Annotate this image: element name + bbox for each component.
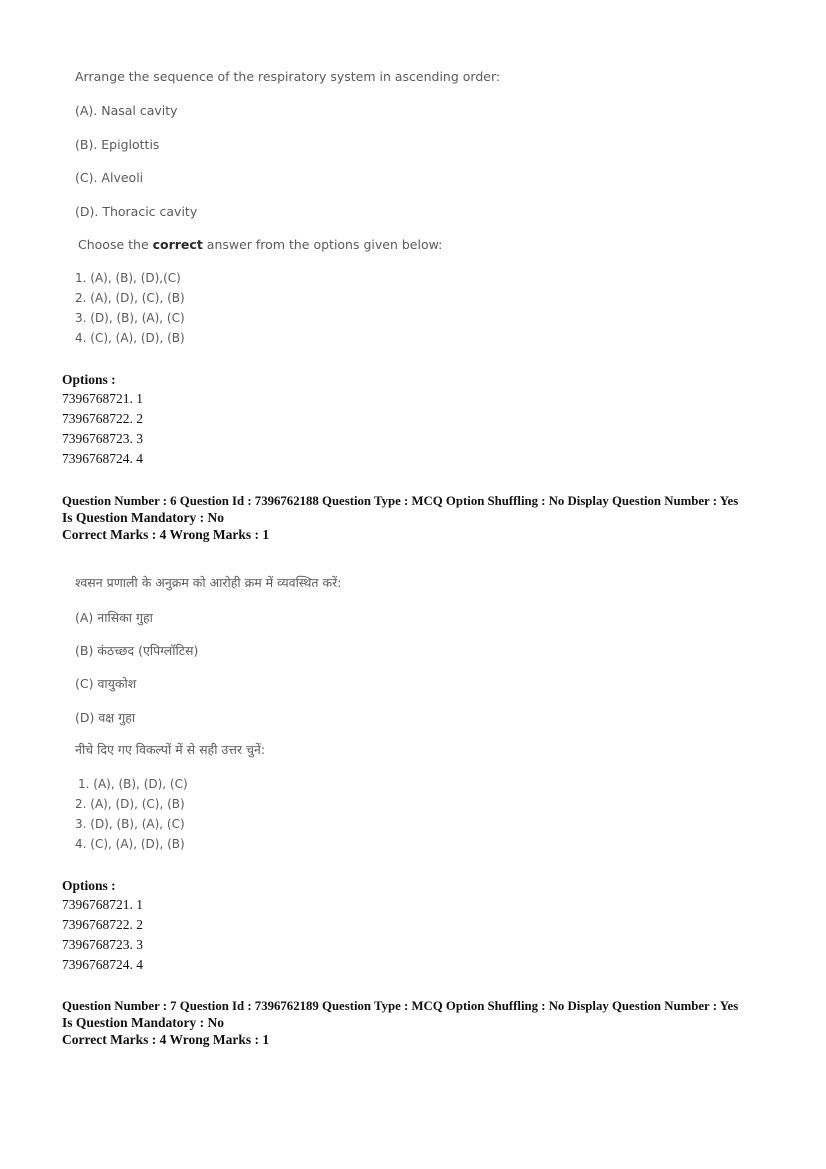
options-heading: Options : <box>62 372 116 387</box>
instruction-hindi: नीचे दिए गए विकल्पों में से सही उत्तर चुनें: <box>75 742 266 757</box>
question-6-marks: Correct Marks : 4 Wrong Marks : 1 <box>62 527 270 542</box>
choice-2: 2. (A), (D), (C), (B) <box>75 291 185 305</box>
statement-c-hindi: (C) वायुकोश <box>75 676 137 691</box>
options-heading: Options : <box>62 878 116 893</box>
question-6-mandatory: Is Question Mandatory : No <box>62 510 225 525</box>
question-7-mandatory: Is Question Mandatory : No <box>62 1015 225 1030</box>
question-6-hindi-block <box>75 566 775 866</box>
statement-d-hindi: (D) वक्ष गुहा <box>75 710 136 725</box>
instruction-post: answer from the options given below: <box>202 237 443 252</box>
instruction <box>78 237 442 252</box>
question-prompt: Arrange the sequence of the respiratory system in ascending order: <box>75 69 501 84</box>
option-row-3: 7396768723. 3 <box>62 937 143 952</box>
choice-3: 3. (D), (B), (A), (C) <box>75 311 185 325</box>
question-7-meta-line1: Question Number : 7 Question Id : 7396762189 Question Type : MCQ Option Shuffling : No Display Question Number : Yes <box>62 999 739 1013</box>
option-row-4: 7396768724. 4 <box>62 451 143 466</box>
option-row-4: 7396768724. 4 <box>62 957 143 972</box>
option-row-2: 7396768722. 2 <box>62 411 143 426</box>
choice-4-hindi: 4. (C), (A), (D), (B) <box>75 837 185 851</box>
choice-3-hindi: 3. (D), (B), (A), (C) <box>75 817 185 831</box>
choice-4: 4. (C), (A), (D), (B) <box>75 331 185 345</box>
question-6-meta-line1: Question Number : 6 Question Id : 7396762188 Question Type : MCQ Option Shuffling : No Display Question Number : Yes <box>62 494 739 508</box>
question-7-marks: Correct Marks : 4 Wrong Marks : 1 <box>62 1032 270 1047</box>
question-5-block <box>75 60 775 360</box>
statement-c: (C). Alveoli <box>75 170 144 185</box>
option-row-2: 7396768722. 2 <box>62 917 143 932</box>
option-row-1: 7396768721. 1 <box>62 391 143 406</box>
question-7-meta <box>62 999 782 1055</box>
option-row-1: 7396768721. 1 <box>62 897 143 912</box>
choice-2-hindi: 2. (A), (D), (C), (B) <box>75 797 185 811</box>
choice-1: 1. (A), (B), (D),(C) <box>75 271 181 285</box>
statement-a-hindi: (A) नासिका गुहा <box>75 610 153 625</box>
options-block-2 <box>62 878 762 978</box>
statement-d: (D). Thoracic cavity <box>75 204 198 219</box>
choice-1-hindi: 1. (A), (B), (D), (C) <box>78 777 188 791</box>
question-6-meta <box>62 494 782 550</box>
question-prompt-hindi: श्वसन प्रणाली के अनुक्रम को आरोही क्रम में व्यवस्थित करें: <box>75 575 342 590</box>
statement-b-hindi: (B) कंठच्छद (एपिग्लॉटिस) <box>75 643 199 658</box>
statement-a: (A). Nasal cavity <box>75 103 178 118</box>
options-block-1 <box>62 372 762 472</box>
instruction-bold: correct <box>152 237 203 252</box>
statement-b: (B). Epiglottis <box>75 137 160 152</box>
option-row-3: 7396768723. 3 <box>62 431 143 446</box>
instruction-pre: Choose the <box>78 237 153 252</box>
